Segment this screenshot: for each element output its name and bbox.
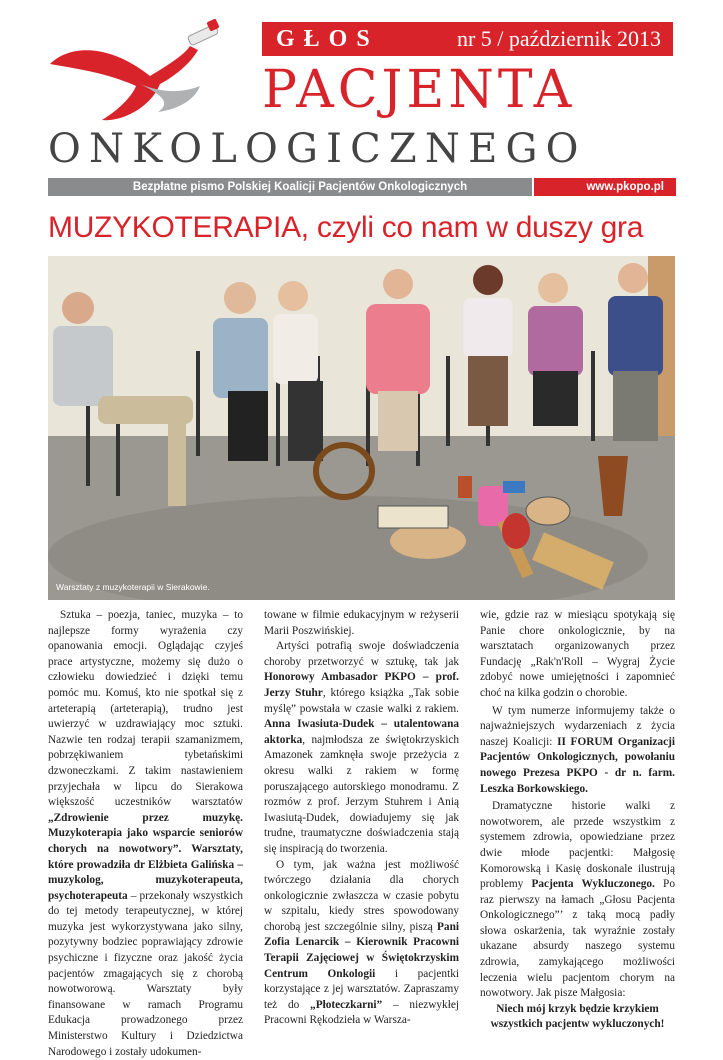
col2-paragraph-1: towane w filmie edukacyjnym w reżyserii Marii Poszwińskiej.	[264, 609, 459, 637]
title-onkologicznego: ONKOLOGICZNEGO	[48, 126, 587, 172]
tagline: Bezpłatne pismo Polskiej Koalicji Pacjentów Onkologicznych	[48, 178, 532, 196]
glos-banner	[262, 22, 673, 56]
title-pacjenta: PACJENTA	[262, 60, 576, 120]
column-3	[480, 608, 675, 1033]
col1-paragraph: Sztuka – poezja, taniec, muzyka – to najlepsze formy wyrażenia czy opanowania emocji. Oglądając czyjeś prace artystyczne, możemy się dużo o człowieku dowiedzieć i dzięki temu pomóc mu. Komuś, kto nie spotkał się z arteterapią (arteterapią), trudno jest uwierzyć w uzdrawiający moc sztuki. Nazwie ten rodzaj terapii szamanizmem, pobrzękiwaniem tybetańskimi dzwoneczkami. Z takim nastawieniem przyjechała w lipcu do Sierakowa większość uczestników warsztatów „Zdrowienie przez muzykę. Muzykoterapia jako wsparcie seniorów chorych na nowotwory”. Warsztaty, które prowadziła dr Elżbieta Galińska – muzykolog, muzykoterapeuta, psychoterapeuta – przekonały wszystkich do tej metody terapeutycznej, w której muzyka jest wykorzystywana jako silny, pozytywny bodziec poprawiający zdrowie psychiczne i fizyczne oraz jakość życia pacjentów zmagających się z chorobą nowotworową. Warsztaty były finansowane w ramach Programu Edukacja prowadzonego przez Ministerstwo Kultury i Dziedzictwa Narodowego i zostały udokumen-	[48, 609, 243, 1058]
workshop-photo	[48, 256, 675, 600]
issue-number: nr 5 / październik 2013	[456, 26, 661, 51]
bird-logo-icon	[40, 14, 240, 124]
koalicja-logo	[40, 14, 240, 124]
col2-paragraph-2: Artyści potrafią swoje doświadczenia choroby przetworzyć w sztukę, tak jak Honorowy Ambasador PKPO – prof. Jerzy Stuhr, którego książka „Tak sobie myślę” powstała w czasie walki z rakiem. Anna Iwasiuta-Dudek – utalentowana aktorka, najmłodsza ze świętokrzyskich Amazonek zamknęła swoje przeżycia z okresu walki z rakiem w formę poruszającego autorskiego monodramu. Z rozmów z prof. Jerzym Stuhrem i Anią Iwasiutą-Dudek, dowiadujemy się jak trudne, traumatyczne doświadczenia stają się inspiracją do tworzenia.	[264, 640, 460, 855]
website-link[interactable]: www.pkopo.pl	[534, 178, 676, 196]
col3-paragraph-1: wie, gdzie raz w miesiącu spotykają się Panie chore onkologicznie, by na warsztatach organizowanych przez Fundację „Rak'n'Roll – Wygraj Życie zdobyć nowe umiejętności i zapomnieć choć na kilka godzin o chorobie.	[480, 609, 675, 699]
photo-caption: Warsztaty z muzykoterapii w Sierakowie.	[56, 582, 210, 592]
col3-paragraph-2: W tym numerze informujemy także o najważniejszych wydarzeniach z życia naszej Koalicji: II FORUM Organizacji Pacjentów Onkologicznych, powołaniu nowego Prezesa PKPO - dr n. farm. Leszka Borkowskiego.	[480, 704, 675, 795]
tagline-bar	[48, 178, 676, 196]
col3-quote: Niech mój krzyk będzie krzykiem wszystkich pacjentw wykluczonych!	[490, 1002, 665, 1031]
column-1	[48, 608, 243, 1060]
photo-illustration	[48, 256, 675, 600]
col3-paragraph-3: Dramatyczne historie walki z nowotworem, ale przede wszystkim z systemem zdrowia, opowiedziane przez dwie młode pacjentki: Małgosię Komorowską i Kasię doskonale ilustrują problemy Pacjenta Wykluczonego. Po raz pierwszy na łamach „Głosu Pacjenta Onkologicznego”’ z taką mocą padły słowa oskarżenia, tak wyraźnie zostały ukazane absurdy naszego systemu zdrowia, zamykającego możliwości leczenia wielu pacjentom chorym na nowotwory. Jak pisze Małgosia:	[480, 800, 675, 1000]
col2-paragraph-3: O tym, jak ważna jest możliwość twórczego działania dla chorych onkologicznie zwłaszcza w czasie pobytu w szpitalu, kiedy stres spowodowany chorobą jest szczególnie silny, piszą Pani Zofia Lenarcik – Kierownik Pracowni Terapii Zajęciowej w Świętokrzyskim Centrum Onkologii i pacjentki korzystające z jej warsztatów. Zapraszamy też do „Płoteczkarni” – niezwykłej Pracowni Rękodzieła w Warsza-	[264, 858, 459, 1027]
glos-word: GŁOS	[276, 25, 379, 52]
article-body	[48, 608, 675, 1058]
article-headline: MUZYKOTERAPIA, czyli co nam w duszy gra	[48, 211, 644, 244]
column-2	[264, 608, 459, 1029]
